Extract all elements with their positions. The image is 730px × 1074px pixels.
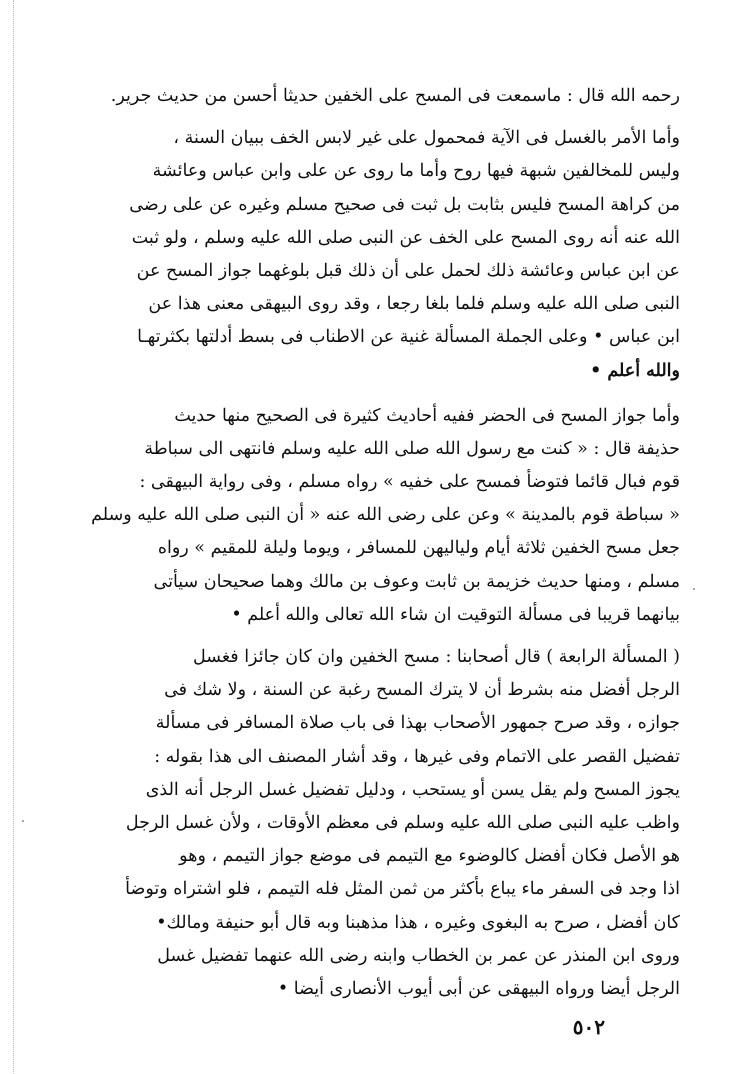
text-line: النبى صلى الله عليه وسلم فلما بلغا رجعا ، وقد روى البيهقى معنى هذا عن [148, 294, 680, 315]
text-line: الرجل أيضا ورواه البيهقى عن أبى أيوب الأنصارى أيضا • [277, 978, 680, 999]
text-line: تفضيل القصر على الاتمام وفى غيرها ، وقد أشار المصنف الى هذا بقوله : [154, 746, 680, 767]
text-line: مسلم ، ومنها حديث خزيمة بن ثابت وعوف بن مالك وهما صحيحان سيأتى [153, 571, 680, 592]
margin-dotted-line [13, 0, 14, 1074]
text-line: وأما جواز المسح فى الحضر ففيه أحاديث كثيرة فى الصحيح منها حديث [174, 405, 680, 426]
text-line: وروى ابن المنذر عن عمر بن الخطاب وابنه رضى الله عنهما تفضيل غسل [157, 945, 680, 966]
paragraph-4 [58, 641, 680, 1006]
page-number: ٥٠٢ [572, 1015, 605, 1039]
scan-speck [22, 820, 24, 822]
text-line: والله أعلم • [590, 360, 680, 381]
text-line: عن ابن عباس وعائشة ذلك لحمل على أن ذلك قبل بلوغهما جواز المسح عن [136, 260, 680, 281]
paragraph-2 [58, 122, 680, 388]
text-line: جوازه ، وقد صرح جمهور الأصحاب بهذا فى باب صلاة المسافر فى مسألة [155, 713, 680, 734]
text-line: كان أفضل ، صرح به البغوى وغيره ، هذا مذهبنا وبه قال أبو حنيفة ومالك• [156, 912, 680, 933]
paragraph-3 [58, 400, 680, 632]
text-line: هو الأصل فكان أفضل كالوضوء مع التيمم فى موضع جواز التيمم ، وهو [179, 846, 680, 867]
text-line: ( المسألة الرابعة ) قال أصحابنا : مسح الخفين وان كان جائزا فغسل [192, 647, 680, 667]
text-line: جعل مسح الخفين ثلاثة أيام ولياليهن للمسافر ، ويوما وليلة للمقيم » رواه [157, 538, 680, 559]
text-line: قوم فبال قائما فتوضأ فمسح على خفيه » رواه مسلم ، وفى رواية البيهقى : [139, 472, 680, 493]
text-line: اذا وجد فى السفر ماء يباع بأكثر من ثمن المثل فله التيمم ، فلو اشتراه وتوضأ [125, 879, 680, 900]
text-line: وليس للمخالفين شبهة فيها روح وأما ما روى عن على وابن عباس وعائشة [152, 161, 680, 182]
text-line: واظب عليه النبى صلى الله عليه وسلم فى معظم الأوقات ، ولأن غسل الرجل [125, 812, 680, 833]
text-line: من كراهة المسح فليس بثابت بل ثبت فى صحيح مسلم وغيره عن على رضى [129, 194, 680, 215]
text-line: حذيفة قال : « كنت مع رسول الله صلى الله عليه وسلم فانتهى الى سباطة [144, 438, 680, 459]
text-line: ابن عباس • وعلى الجملة المسألة غنية عن الاطناب فى بسط أدلتها بكثرتهـا [137, 327, 680, 348]
text-line: الله عنه أنه روى المسح على الخف عن النبى صلى الله عليه وسلم ، ولو ثبت [131, 227, 680, 248]
text-line: يجوز المسح ولم يقل يسن أو يستحب ، ودليل تفضيل غسل الرجل أنه الذى [145, 779, 680, 800]
page-body-text [58, 80, 680, 1006]
text-line: الرجل أفضل منه بشرط أن لا يترك المسح رغبة عن السنة ، ولا شك فى [164, 680, 680, 701]
text-line: رحمه الله قال : ماسمعت فى المسح على الخفين حديثا أحسن من حديث جرير. [110, 86, 680, 106]
scan-speck [693, 588, 695, 590]
text-line: « سباطة قوم بالمدينة » وعن على رضى الله عنه « أن النبى صلى الله عليه وسلم [91, 505, 680, 526]
paragraph-1 [58, 80, 680, 113]
text-line: بيانهما قريبا فى مسألة التوقيت ان شاء الله تعالى والله أعلم • [231, 604, 680, 625]
text-line: وأما الأمر بالغسل فى الآية فمحمول على غير لابس الخف ببيان السنة ، [173, 128, 680, 149]
